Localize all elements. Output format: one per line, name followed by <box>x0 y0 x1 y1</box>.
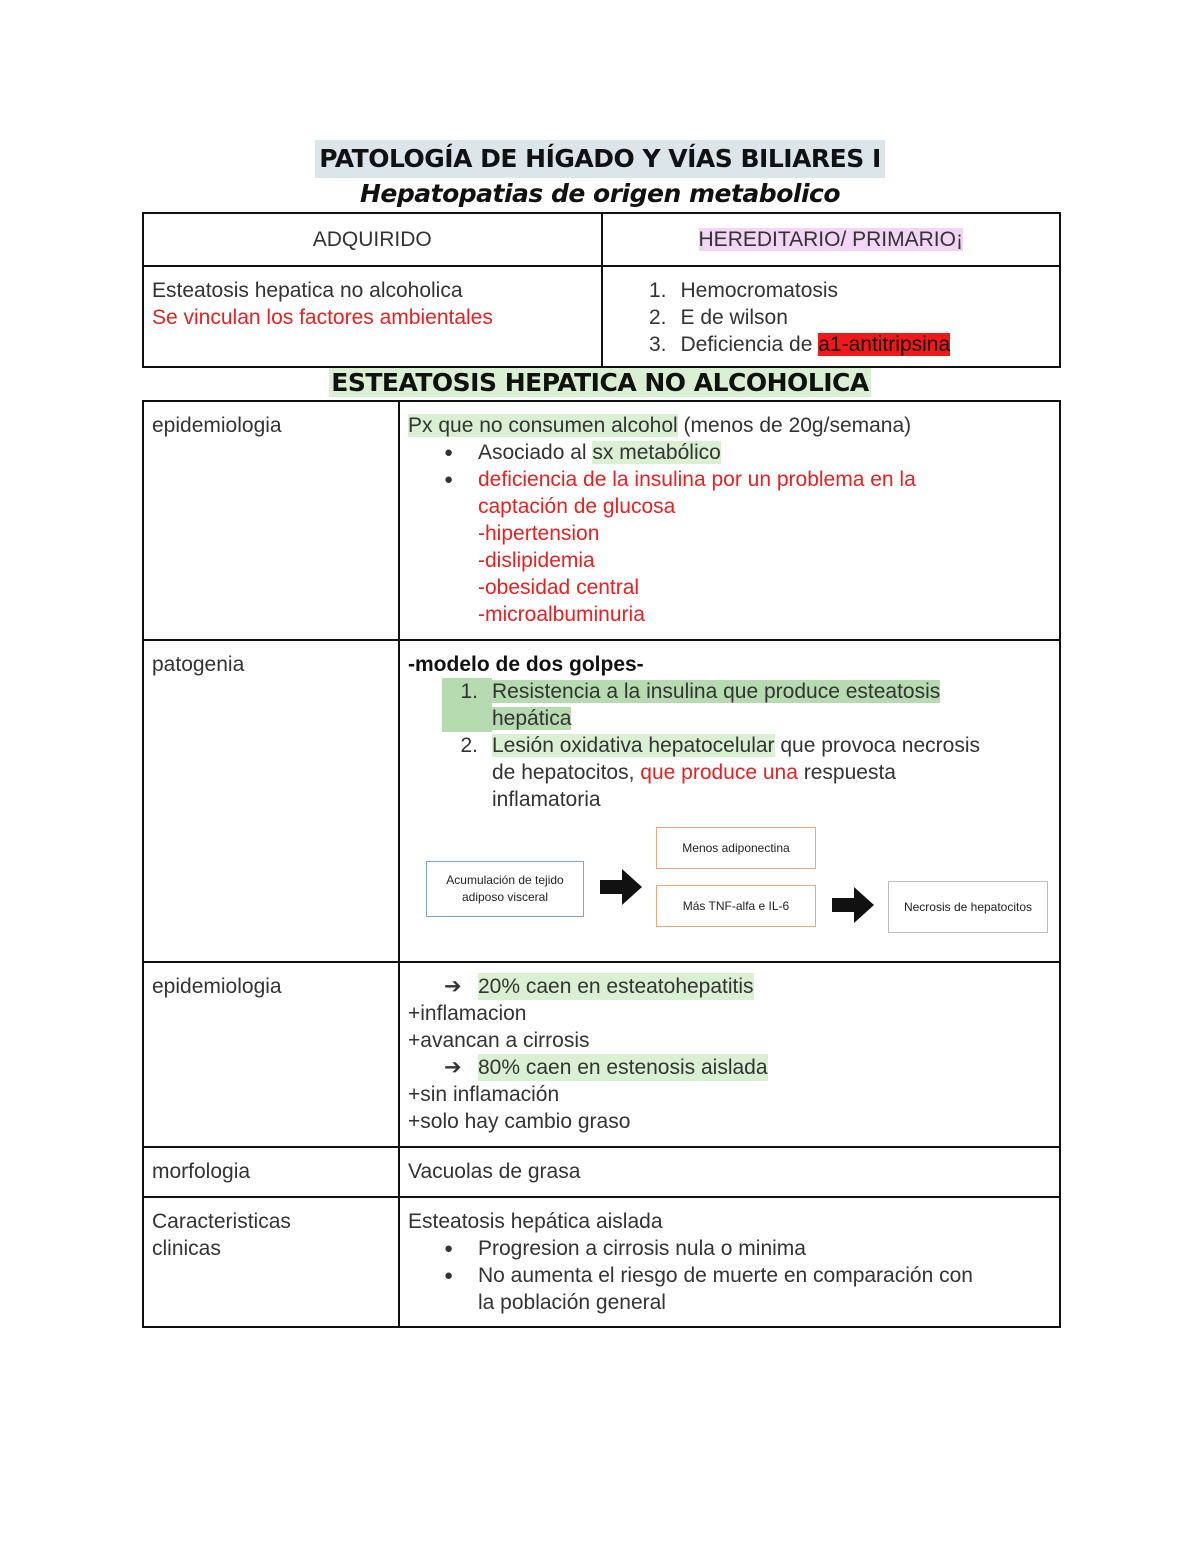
row-content: Px que no consumen alcohol (menos de 20g/semana) ● Asociado al sx metabólico ● deficiencia de la insulina por un problema en la captación de glucosa -hipertension -dislipidemia -obesidad central -microalbuminuria <box>399 401 1060 640</box>
table-row <box>143 640 1060 962</box>
table-header-row <box>143 213 1060 266</box>
diagram-box-tnf: Más TNF-alfa e IL-6 <box>656 885 816 927</box>
row-label: patogenia <box>143 640 399 962</box>
diagram-box-necrosis: Necrosis de hepatocitos <box>888 881 1048 933</box>
section-title: ESTEATOSIS HEPATICA NO ALCOHOLICA <box>331 368 869 397</box>
row-content: -modelo de dos golpes- 1. Resistencia a la insulina que produce esteatosis hepática 2. Lesión oxidativa hepatocelular que provoca necrosis de hepatocitos, que produce una respuesta inflamatoria Acumulación de tejido adiposo visceral Menos adiponectina Más TNF-alfa e IL-6 Necrosis de hepatocitos <box>399 640 1060 962</box>
list-item: ● Progresion a cirrosis nula o minima <box>444 1237 806 1260</box>
subtitle: Hepatopatias de origen metabolico <box>359 179 841 208</box>
bullet-icon: ● <box>444 471 454 488</box>
table-row <box>143 266 1060 367</box>
nafld-table <box>142 400 1061 1328</box>
row-content: Esteatosis hepática aislada ● Progresion a cirrosis nula o minima ● No aumenta el riesgo de muerte en comparación con la población general <box>399 1197 1060 1327</box>
bullet-icon: ● <box>444 1267 454 1284</box>
arrow-right-icon <box>832 887 874 923</box>
bullet-icon: ● <box>444 1240 454 1257</box>
row-content: Vacuolas de grasa <box>399 1147 1060 1197</box>
table-row <box>143 1197 1060 1327</box>
list-item: 2. Lesión oxidativa hepatocelular que provoca necrosis de hepatocitos, que produce una respuesta inflamatoria <box>460 734 980 811</box>
diagram-box-adiponectin: Menos adiponectina <box>656 827 816 869</box>
list-item: ➔ 80% caen en estenosis aislada <box>444 1056 768 1079</box>
arrow-icon: ➔ <box>444 975 462 998</box>
list-item: ➔ 20% caen en esteatohepatitis <box>444 975 754 998</box>
row-label: epidemiologia <box>143 401 399 640</box>
table-row <box>143 401 1060 640</box>
header-acquired: ADQUIRIDO <box>143 213 602 266</box>
list-item: 1. Hemocromatosis <box>648 279 839 302</box>
list-item: 1. Resistencia a la insulina que produce esteatosis hepática <box>408 678 1051 732</box>
acquired-note: Se vinculan los factores ambientales <box>152 306 493 329</box>
arrow-icon: ➔ <box>444 1056 462 1079</box>
arrow-right-icon <box>600 869 642 905</box>
row-label: epidemiologia <box>143 962 399 1147</box>
classification-table <box>142 212 1061 368</box>
pathogenesis-diagram <box>408 827 1051 953</box>
list-item: 2. E de wilson <box>648 306 788 329</box>
hereditary-cell <box>602 266 1061 367</box>
acquired-cell <box>143 266 602 367</box>
row-content: ➔ 20% caen en esteatohepatitis +inflamacion +avancan a cirrosis ➔ 80% caen en estenosis aislada +sin inflamación +solo hay cambio graso <box>399 962 1060 1147</box>
acquired-disease: Esteatosis hepatica no alcoholica <box>152 279 463 302</box>
list-item: ● deficiencia de la insulina por un problema en la <box>444 468 916 491</box>
list-item: ● No aumenta el riesgo de muerte en comparación con <box>444 1264 973 1287</box>
header-hereditary: HEREDITARIO/ PRIMARIO¡ <box>602 213 1061 266</box>
list-item: ● Asociado al sx metabólico <box>444 441 721 464</box>
document-title <box>0 140 1200 210</box>
table-row <box>143 1147 1060 1197</box>
highlighted-term: a1-antitripsina <box>818 333 951 356</box>
row-label: morfologia <box>143 1147 399 1197</box>
list-item: 3. Deficiencia de a1-antitripsina <box>648 333 951 356</box>
diagram-box-adipose: Acumulación de tejido adiposo visceral <box>426 861 584 917</box>
bullet-icon: ● <box>444 444 454 461</box>
table-row <box>143 962 1060 1147</box>
main-title: PATOLOGÍA DE HÍGADO Y VÍAS BILIARES I <box>315 140 885 178</box>
row-label: Caracteristicas clinicas <box>143 1197 399 1327</box>
